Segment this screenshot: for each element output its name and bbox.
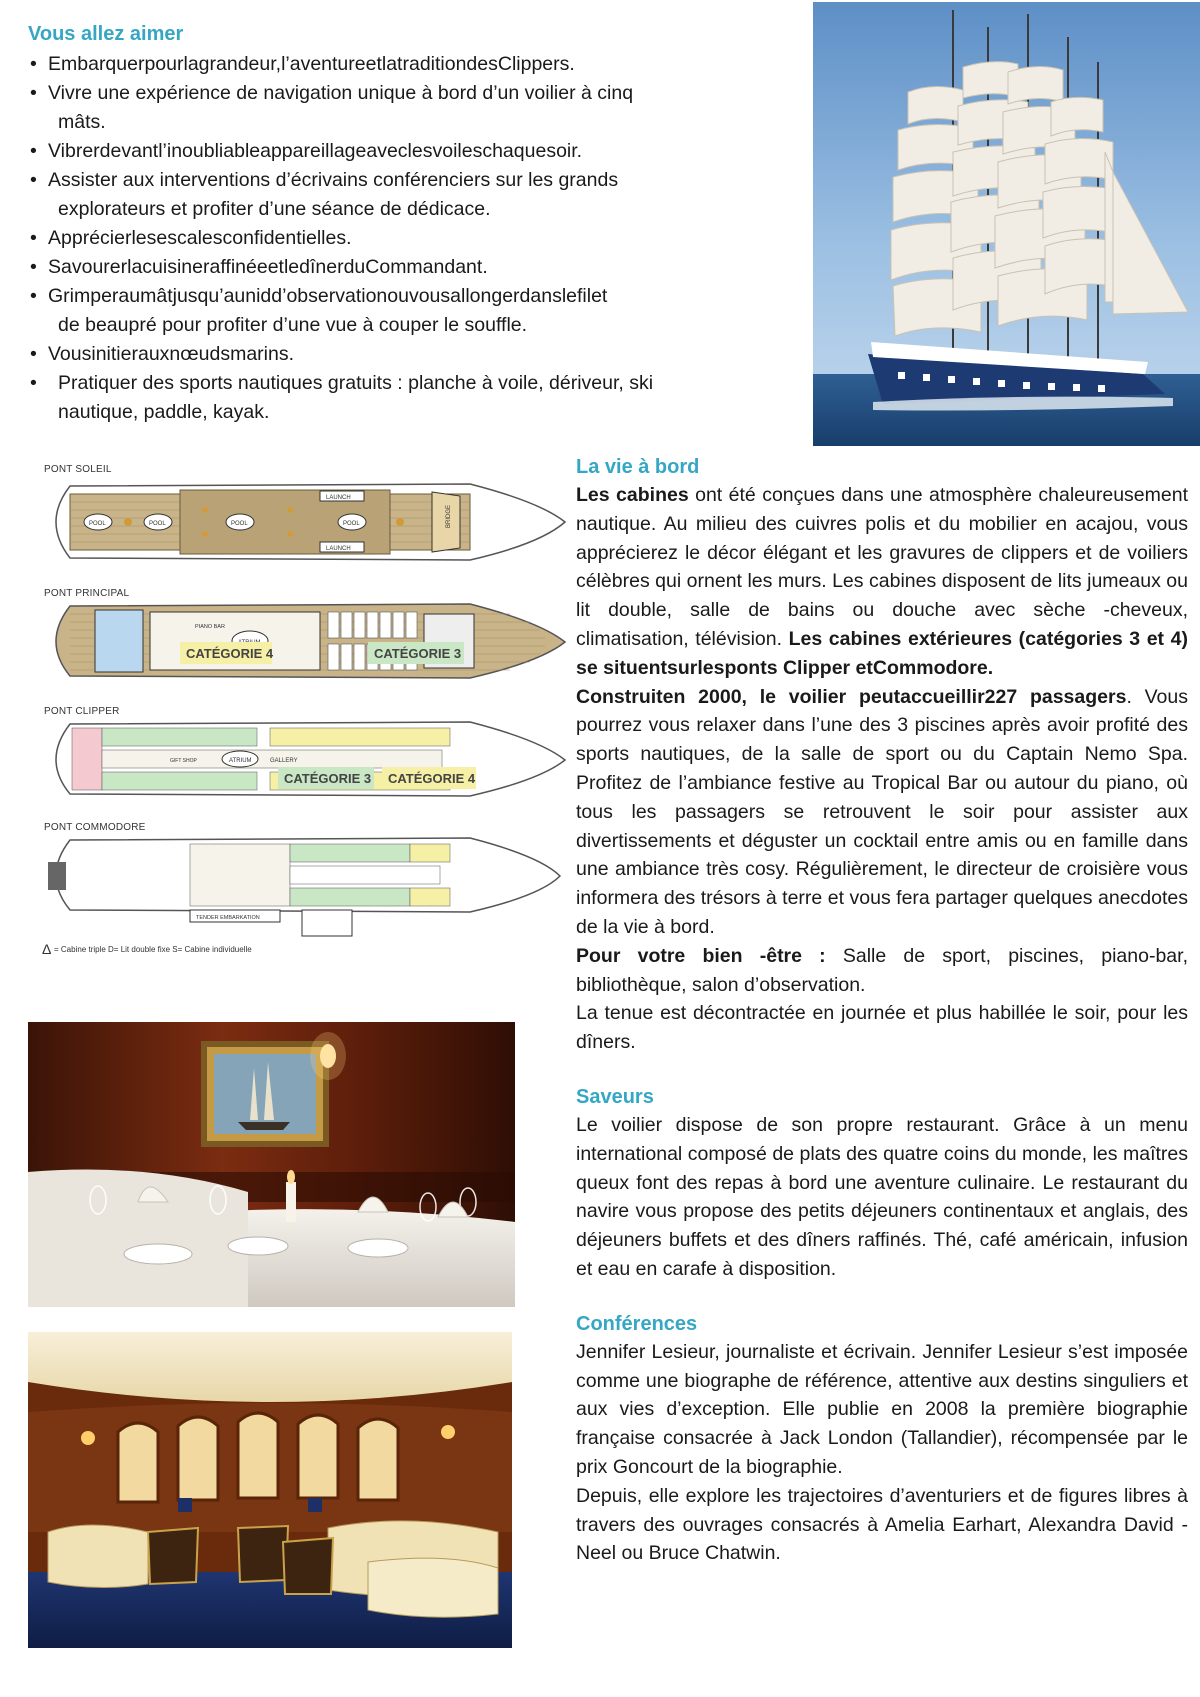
bullet-text-continued: mâts. xyxy=(58,111,106,133)
launch-label: LAUNCH xyxy=(326,495,351,501)
intro-section xyxy=(28,22,748,427)
right-column xyxy=(576,455,1188,1568)
ship-photo xyxy=(813,2,1200,446)
bridge-label: BRIDGE xyxy=(446,504,452,528)
piano-bar-label: PIANO BAR xyxy=(195,624,225,630)
list-item xyxy=(28,166,748,224)
atrium-label: ATRIUM xyxy=(229,758,252,764)
category-badge: CATÉGORIE 3 xyxy=(284,771,372,786)
bullet-text: Apprécierlesescalesconfidentielles. xyxy=(48,227,352,249)
category-badge: CATÉGORIE 4 xyxy=(186,646,274,661)
bullet-text: Embarquerpourlagrandeur,l’aventureetlatraditiondesClippers. xyxy=(48,53,575,75)
vie-paragraph-2 xyxy=(576,683,1188,942)
bullet-text-continued: nautique, paddle, kayak. xyxy=(58,401,270,423)
bold-text: Les cabines extérieures (catégories 3 et 4) se situentsurlesponts Clipper etCommodore. xyxy=(576,627,1188,679)
vie-paragraph-4: La tenue est décontractée en journée et plus habillée le soir, pour les dîners. xyxy=(576,1002,1188,1054)
pool-label: POOL xyxy=(89,521,106,527)
list-item xyxy=(28,50,748,79)
list-item xyxy=(28,340,748,369)
conferences-paragraph-1: Jennifer Lesieur, journaliste et écrivain. Jennifer Lesieur s’est imposée comme une biographe de référence, attentive aux destins singuliers et aux vies d’exception. Elle publie en 2008 la première biographie française consacrée à Jack London (Tallandier), récompensée par le prix Goncourt de la biographie. xyxy=(576,1340,1188,1478)
section-heading-saveurs: Saveurs xyxy=(576,1085,654,1108)
bold-text: Construiten 2000, le voilier peutaccueillir227 passagers xyxy=(576,685,1127,708)
pool-label: POOL xyxy=(149,521,166,527)
launch-label: LAUNCH xyxy=(326,546,351,552)
vie-paragraph-1 xyxy=(576,481,1188,683)
list-item xyxy=(28,224,748,253)
deck-label-principal: PONT PRINCIPAL xyxy=(44,588,130,599)
body-text: . Vous pourrez vous relaxer dans l’une des 3 piscines après avoir profité des sports nautiques, de la salle de sport ou du Captain Nemo Spa. Profitez de l’ambiance festive au Tropical Bar ou autour du piano, où tous les passagers se retrouvent le soir pour assister aux divertissements et déguster un cocktail entre amis ou en famille dans une ambiance très cosy. Régulièrement, le directeur de croisière vous informera des trésors à terre et vous fera partager quelques anecdotes de la vie à bord. xyxy=(576,685,1188,938)
deck-soleil xyxy=(56,484,565,560)
bullet-text: Vibrerdevantl’inoubliableappareillageaveclesvoileschaquesoir. xyxy=(48,140,583,162)
bold-text: Pour votre bien -être : xyxy=(576,944,826,967)
category-badge: CATÉGORIE 4 xyxy=(388,771,476,786)
intro-bullet-list xyxy=(28,50,748,427)
list-item xyxy=(28,369,748,427)
bullet-text-continued: de beaupré pour profiter d’une vue à couper le souffle. xyxy=(58,314,528,336)
lounge-photo xyxy=(28,1332,512,1648)
pool-label: POOL xyxy=(343,521,360,527)
dining-room-photo xyxy=(28,1022,515,1307)
deck-commodore xyxy=(48,838,560,936)
marina-platform xyxy=(48,862,66,890)
deck-label-commodore: PONT COMMODORE xyxy=(44,822,146,833)
gift-shop-label: GIFT SHOP xyxy=(170,758,197,764)
deck-plan xyxy=(40,462,570,967)
pool-label: POOL xyxy=(231,521,248,527)
bullet-text: SavourerlacuisineraffinéeetledînerduCommandant. xyxy=(48,256,488,278)
triangle-icon: Δ xyxy=(42,941,52,957)
deck-label-clipper: PONT CLIPPER xyxy=(44,706,120,717)
bullet-text: Pratiquer des sports nautiques gratuits : planche à voile, dériveur, ski xyxy=(58,372,654,394)
list-item xyxy=(28,253,748,282)
intro-heading: Vous allez aimer xyxy=(28,23,184,45)
body-text: ont été conçues dans une atmosphère chaleureusement nautique. Au milieu des cuivres polis et du mobilier en acajou, vous apprécierez le décor élégant et les gravures de clippers et de voiliers célèbres qui ornent les murs. Les cabines disposent de lits jumeaux ou lit double, salle de bains ou douche avec sèche -cheveux, climatisation, télévision. xyxy=(576,484,1189,650)
deck-label-soleil: PONT SOLEIL xyxy=(44,464,112,475)
bullet-text: Vousinitierauxnœudsmarins. xyxy=(48,343,295,365)
bullet-text: Assister aux interventions d’écrivains conférenciers sur les grands xyxy=(48,169,619,191)
deck-principal xyxy=(56,604,565,678)
vie-paragraph-3 xyxy=(576,942,1188,1000)
deck-legend: = Cabine triple D= Lit double fixe S= Cabine individuelle xyxy=(54,945,252,954)
bold-text: Les cabines xyxy=(576,484,689,506)
list-item xyxy=(28,282,748,340)
section-heading-vie: La vie à bord xyxy=(576,456,700,478)
saveurs-paragraph: Le voilier dispose de son propre restaurant. Grâce à un menu international composé de plats des quatre coins du monde, les maîtres queux font des repas à bord une aventure culinaire. Le restaurant du navire vous propose des petits déjeuners continentaux et anglais, des déjeuners buffets et des dîners raffinés. Thé, café américain, infusion et eau en carafe à disposition. xyxy=(576,1113,1188,1280)
bullet-text: Vivre une expérience de navigation unique à bord d’un voilier à cinq xyxy=(48,82,634,104)
gallery-label: GALLERY xyxy=(270,758,298,764)
bullet-text-continued: explorateurs et profiter d’une séance de dédicace. xyxy=(58,198,491,220)
section-heading-conferences: Conférences xyxy=(576,1312,698,1335)
list-item xyxy=(28,79,748,137)
conferences-paragraph-2: Depuis, elle explore les trajectoires d’aventuriers et de figures libres à travers des ouvrages consacrés à Amelia Earhart, Alexandra David -Neel ou Bruce Chatwin. xyxy=(576,1484,1188,1565)
bullet-text: Grimperaumâtjusqu’aunidd’observationouvousallongerdanslefilet xyxy=(48,285,608,307)
body-text: Salle de sport, piscines, piano-bar, bibliothèque, salon d’observation. xyxy=(576,944,1188,996)
category-badge: CATÉGORIE 3 xyxy=(374,646,462,661)
list-item xyxy=(28,137,748,166)
tender-embarkation-label: TENDER EMBARKATION xyxy=(196,915,260,921)
